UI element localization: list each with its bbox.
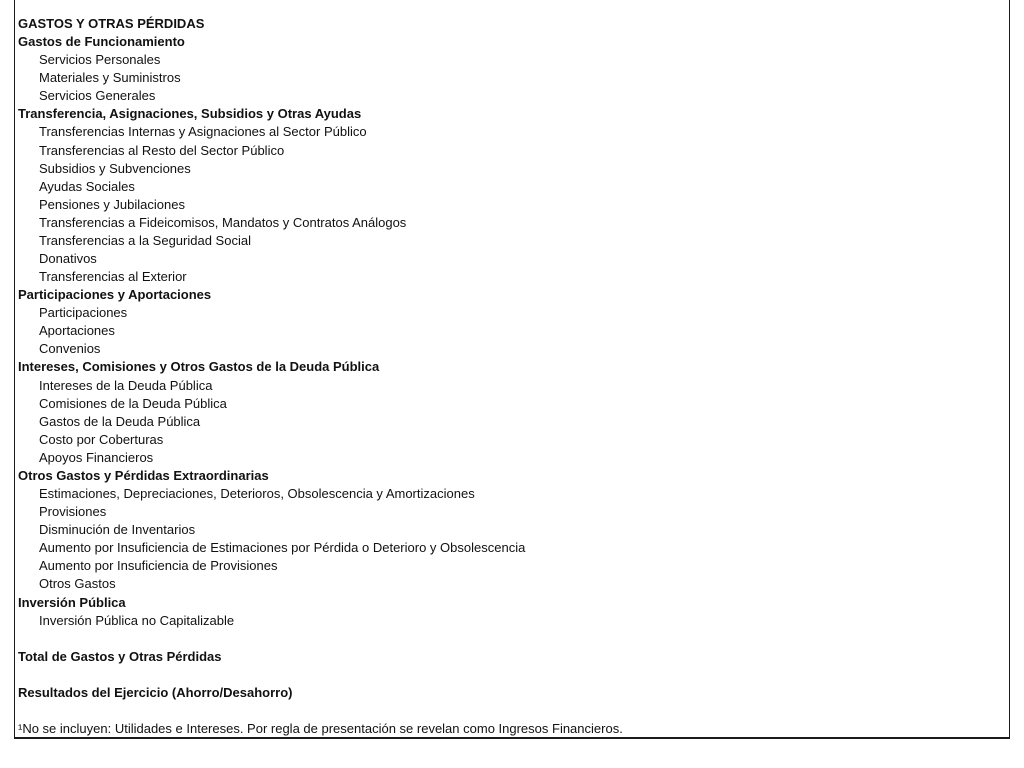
line-item: Inversión Pública no Capitalizable xyxy=(39,612,235,628)
line-item: Servicios Generales xyxy=(39,88,156,104)
line-item: Transferencias al Resto del Sector Público xyxy=(39,142,285,158)
line-item: Transferencias Internas y Asignaciones al Sector Público xyxy=(39,124,367,140)
line-item: Comisiones de la Deuda Pública xyxy=(39,395,227,411)
line-item: Transferencias a la Seguridad Social xyxy=(39,232,251,248)
section-heading: Participaciones y Aportaciones xyxy=(18,287,212,303)
line-item: Transferencias a Fideicomisos, Mandatos y Contratos Análogos xyxy=(39,214,407,230)
line-item: Transferencias al Exterior xyxy=(39,269,187,285)
line-item: Estimaciones, Depreciaciones, Deterioros, Obsolescencia y Amortizaciones xyxy=(39,486,475,502)
line-item: Apoyos Financieros xyxy=(39,449,154,465)
line-item: Provisiones xyxy=(39,504,107,520)
line-item: Participaciones xyxy=(39,305,128,321)
sections-container xyxy=(18,33,1003,630)
line-item: Intereses de la Deuda Pública xyxy=(39,377,213,393)
spacer xyxy=(18,666,1003,684)
result-label: Resultados del Ejercicio (Ahorro/Desahorro) xyxy=(18,684,293,700)
line-item: Otros Gastos xyxy=(39,576,116,592)
section-heading: Otros Gastos y Pérdidas Extraordinarias xyxy=(18,467,269,483)
document-title: GASTOS Y OTRAS PÉRDIDAS xyxy=(18,16,205,31)
section-heading: Gastos de Funcionamiento xyxy=(18,34,185,50)
line-item: Costo por Coberturas xyxy=(39,431,164,447)
line-item: Ayudas Sociales xyxy=(39,178,135,194)
line-item: Servicios Personales xyxy=(39,52,161,68)
section-heading: Intereses, Comisiones y Otros Gastos de la Deuda Pública xyxy=(18,359,380,375)
spacer xyxy=(18,702,1003,720)
line-item: Disminución de Inventarios xyxy=(39,522,196,538)
statement-table xyxy=(18,15,1003,738)
line-item: Convenios xyxy=(39,341,101,357)
line-item: Donativos xyxy=(39,251,97,267)
section-heading: Transferencia, Asignaciones, Subsidios y Otras Ayudas xyxy=(18,106,362,122)
line-item: Gastos de la Deuda Pública xyxy=(39,413,201,429)
line-item: Aumento por Insuficiencia de Provisiones xyxy=(39,558,278,574)
section-heading: Inversión Pública xyxy=(18,594,126,610)
spacer xyxy=(18,630,1003,648)
line-item: Aportaciones xyxy=(39,323,115,339)
line-item: Pensiones y Jubilaciones xyxy=(39,196,185,212)
line-item: Subsidios y Subvenciones xyxy=(39,160,191,176)
line-item: Aumento por Insuficiencia de Estimaciones por Pérdida o Deterioro y Obsolescencia xyxy=(39,540,526,556)
total-label: Total de Gastos y Otras Pérdidas xyxy=(18,648,222,664)
line-item: Materiales y Suministros xyxy=(39,70,181,86)
footnote: ¹No se incluyen: Utilidades e Intereses. Por regla de presentación se revelan como Ingresos Financieros. xyxy=(18,721,623,737)
